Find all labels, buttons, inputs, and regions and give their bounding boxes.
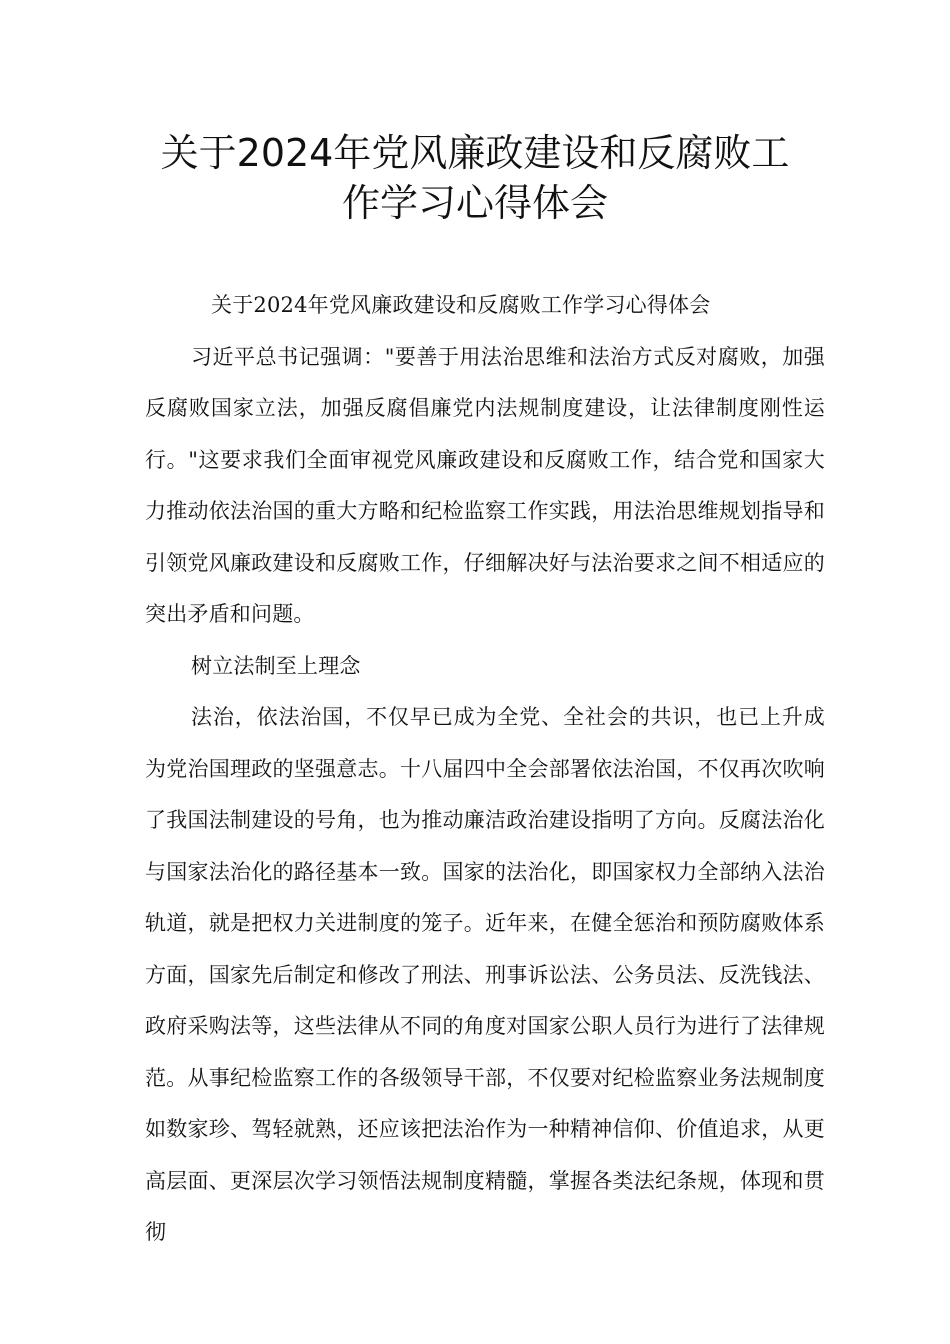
title-line-2: 作学习心得体会 <box>341 181 608 225</box>
document-subtitle: 关于2024年党风廉政建设和反腐败工作学习心得体会 <box>211 293 711 317</box>
section-heading: 树立法制至上理念 <box>191 653 361 678</box>
document-title <box>120 128 830 228</box>
paragraph-intro: 习近平总书记强调："要善于用法治思维和法治方式反对腐败，加强反腐败国家立法，加强反腐倡廉党内法规制度建设，让法律制度刚性运行。"这要求我们全面审视党风廉政建设和反腐败工作，结合党和国家大力推动依法治国的重大方略和纪检监察工作实践，用法治思维规划指导和引领党风廉政建设和反腐败工作，仔细解决好与法治要求之间不相适应的突出矛盾和问题。 <box>145 344 825 626</box>
title-line-1: 关于2024年党风廉政建设和反腐败工 <box>160 131 790 175</box>
document-body <box>145 280 825 1259</box>
paragraph-rule-of-law: 法治，依法治国，不仅早已成为全党、全社会的共识，也已上升成为党治国理政的坚强意志。十八届四中全会部署依法治国，不仅再次吹响了我国法制建设的号角，也为推动廉洁政治建设指明了方向。反腐法治化与国家法治化的路径基本一致。国家的法治化，即国家权力全部纳入法治轨道，就是把权力关进制度的笼子。近年来，在健全惩治和预防腐败体系方面，国家先后制定和修改了刑法、刑事诉讼法、公务员法、反洗钱法、政府采购法等，这些法律从不同的角度对国家公职人员行为进行了法律规范。从事纪检监察工作的各级领导干部，不仅要对纪检监察业务法规制度如数家珍、驾轻就熟，还应该把法治作为一种精神信仰、价值追求，从更高层面、更深层次学习领悟法规制度精髓，掌握各类法纪条规，体现和贯彻 <box>145 705 825 1244</box>
